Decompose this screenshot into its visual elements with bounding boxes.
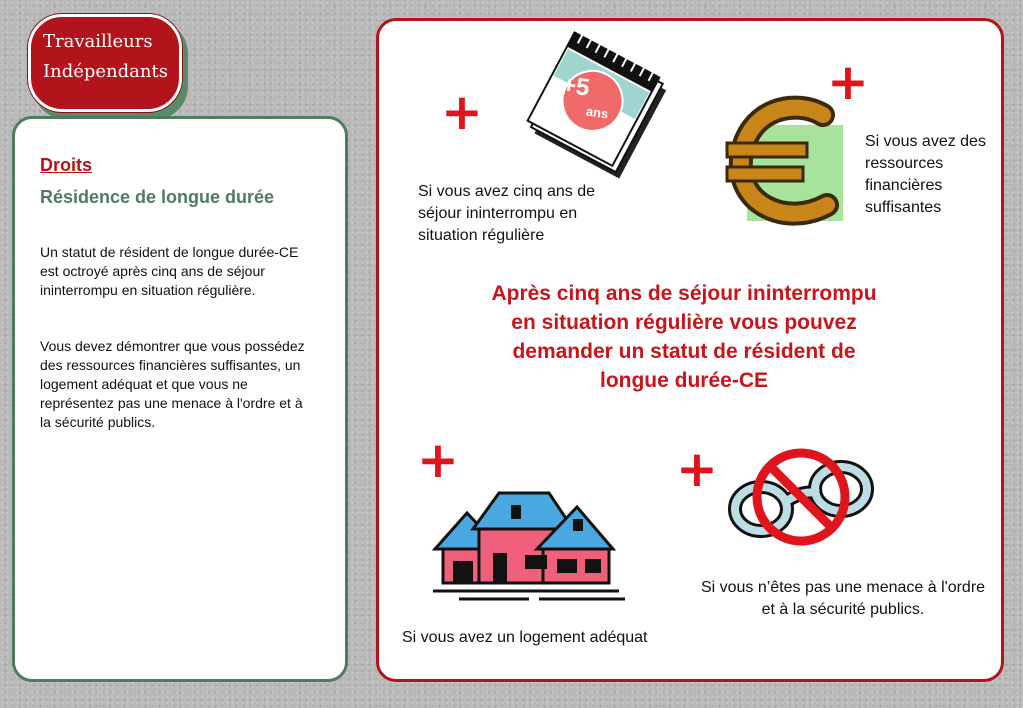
calendar-big-label: +5 xyxy=(560,71,592,102)
rights-subtitle: Résidence de longue durée xyxy=(40,187,275,207)
calendar-caption: Si vous avez cinq ans de séjour ininterrompu en situation régulière xyxy=(418,183,595,244)
plus-sign-calendar: + xyxy=(441,83,483,141)
badge-line-1: Travailleurs xyxy=(43,31,153,52)
conditions-panel xyxy=(376,18,1004,682)
euro-icon xyxy=(727,97,847,227)
plus-sign-house: + xyxy=(417,431,459,489)
plus-sign-handcuffs: + xyxy=(676,440,718,498)
house-caption: Si vous avez un logement adéquat xyxy=(402,629,648,646)
title-badge xyxy=(28,14,182,112)
rights-heading: Droits xyxy=(40,155,93,175)
euro-caption: Si vous avez des ressources financières suffisantes xyxy=(865,133,986,216)
main-message: Après cinq ans de séjour ininterrompu en situation régulière vous pouvez demander un statut de résident de longue durée-CE xyxy=(491,282,877,392)
handcuffs-caption: Si vous n’êtes pas une menace à l'ordre et à la sécurité publics. xyxy=(700,579,986,618)
rights-panel xyxy=(12,116,348,682)
rights-paragraph-1: Un statut de résident de longue durée-CE est octroyé après cinq ans de séjour ininterrompu en situation régulière. xyxy=(40,244,299,298)
rights-paragraph-2: Vous devez démontrer que vous possédez des ressources financières suffisantes, un logement adéquat et que vous ne représentez pas une menace à l'ordre et à la sécurité publics. xyxy=(40,338,305,430)
house-icon xyxy=(429,489,629,607)
badge-line-2: Indépendants xyxy=(43,61,168,82)
plus-sign-euro: + xyxy=(827,53,869,111)
no-handcuffs-icon xyxy=(723,445,879,555)
calendar-small-label: ans xyxy=(585,103,610,122)
